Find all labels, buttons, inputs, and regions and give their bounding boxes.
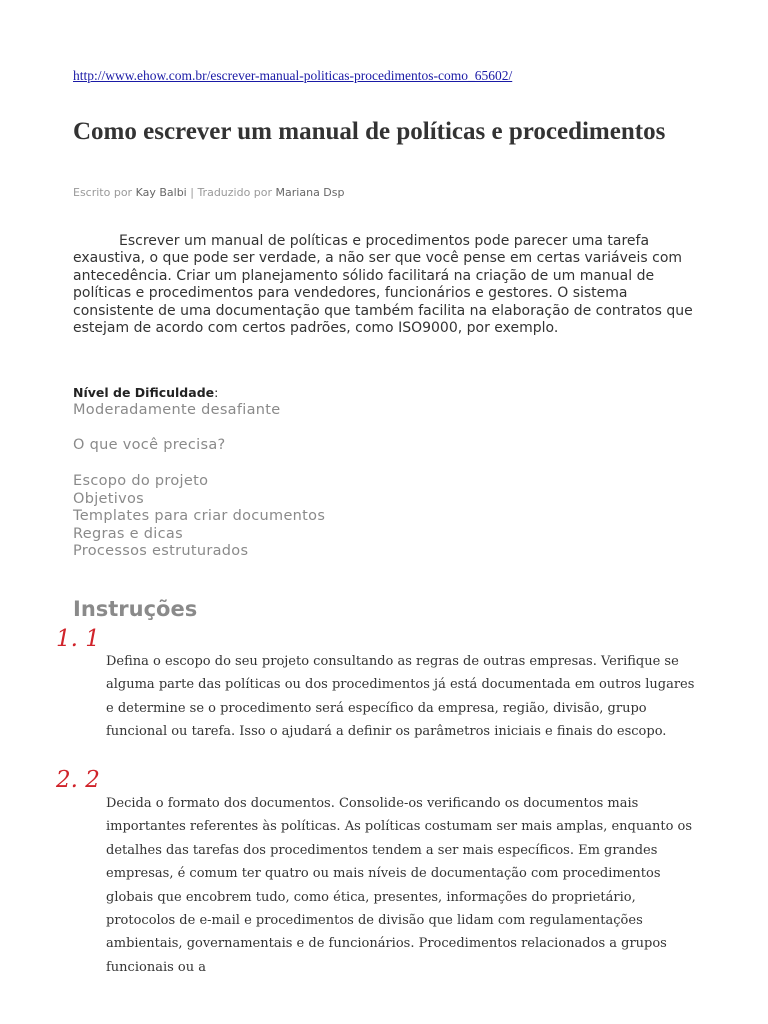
author-name: Kay Balbi: [135, 186, 187, 199]
difficulty-label-text: Nível de Dificuldade: [73, 385, 215, 400]
step-text: Defina o escopo do seu projeto consultando as regras de outras empresas. Verifique se alguma parte das políticas ou dos procedimentos já está documentada em outros lugares e determine se o procedimento será específico da empresa, região, divisão, grupo funcional ou tarefa. Isso o ajudará a definir os parâmetros iniciais e finais do escopo.: [106, 654, 695, 740]
step-text: Decida o formato dos documentos. Consolide-os verificando os documentos mais importantes referentes às políticas. As políticas costumam ser mais amplas, enquanto os detalhes das tarefas dos procedimentos tendem a ser mais específicos. Em grandes empresas, é comum ter quatro ou mais níveis de documentação com procedimentos globais que encobrem tudo, como ética, presentes, informações do proprietário, protocolos de e-mail e procedimentos de divisão que lidam com regulamentações ambientais, governamentais e de funcionários. Procedimentos relacionados a grupos funcionais ou a: [106, 796, 693, 975]
step-number: 1. 1: [56, 626, 100, 652]
needs-list-item: Objetivos: [73, 490, 144, 507]
difficulty-label: [73, 385, 218, 400]
needs-list-item: Templates para criar documentos: [73, 508, 326, 525]
source-url-link[interactable]: http://www.ehow.com.br/escrever-manual-politicas-procedimentos-como_65602/: [73, 68, 513, 83]
translated-by-label: Traduzido por: [197, 186, 273, 199]
difficulty-colon: :: [214, 385, 219, 400]
instructions-heading: Instruções: [73, 597, 198, 621]
step-number: 2. 2: [56, 767, 100, 793]
needs-list: [73, 473, 325, 561]
needs-heading: O que você precisa?: [73, 437, 226, 453]
intro-paragraph: Escrever um manual de políticas e procedimentos pode parecer uma tarefa exaustiva, o que pode ser verdade, a não ser que você pense em certas variáveis com antecedência. Criar um planejamento sólido facilitará na criação de um manual de políticas e procedimentos para vendedores, funcionários e gestores. O sistema consistente de uma documentação que também facilita na elaboração de contratos que estejam de acordo com certos padrões, como ISO9000, por exemplo.: [73, 233, 693, 337]
needs-list-item: Escopo do projeto: [73, 473, 209, 489]
difficulty-value: Moderadamente desafiante: [73, 402, 281, 418]
byline-separator: |: [186, 186, 198, 199]
written-by-label: Escrito por: [73, 186, 133, 199]
byline: [73, 186, 345, 199]
translator-name: Mariana Dsp: [275, 186, 345, 199]
article-title: Como escrever um manual de políticas e procedimentos: [73, 118, 666, 145]
needs-list-item: Processos estruturados: [73, 543, 249, 560]
needs-list-item: Regras e dicas: [73, 525, 183, 542]
